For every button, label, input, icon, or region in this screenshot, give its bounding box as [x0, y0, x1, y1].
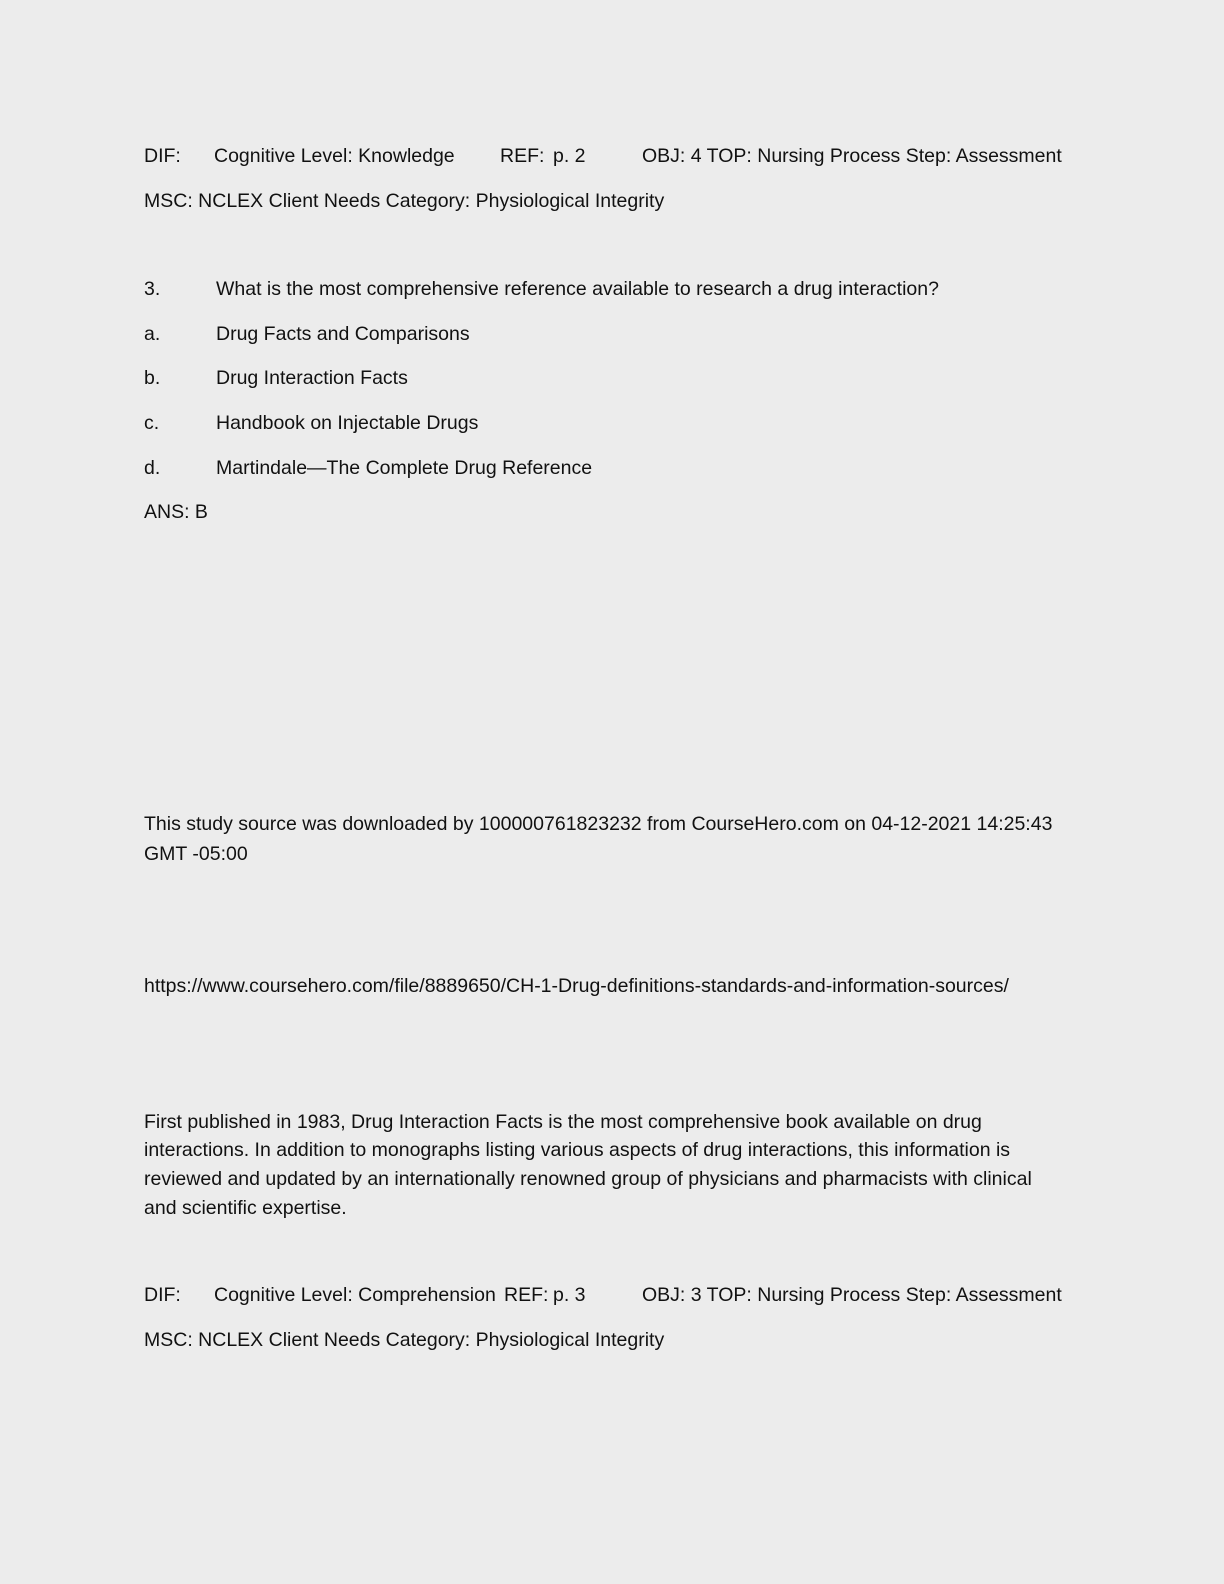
obj-top: OBJ: 4 TOP: Nursing Process Step: Assessment — [642, 145, 1062, 167]
source-url[interactable]: https://www.coursehero.com/file/8889650/CH-1-Drug-definitions-standards-and-information-sources/ — [144, 975, 1009, 997]
option-letter: d. — [144, 457, 161, 479]
rationale-line: reviewed and updated by an internationally renowned group of physicians and pharmacists with clinical — [144, 1168, 1032, 1190]
dif-label: DIF: — [144, 145, 181, 167]
cognitive-level: Cognitive Level: Comprehension — [214, 1284, 496, 1306]
download-notice-line2: GMT -05:00 — [144, 843, 248, 865]
ref-label: REF: — [504, 1284, 549, 1306]
option-text: Handbook on Injectable Drugs — [216, 412, 479, 434]
cognitive-level: Cognitive Level: Knowledge — [214, 145, 455, 167]
rationale-line: interactions. In addition to monographs listing various aspects of drug interactions, this information is — [144, 1139, 1011, 1161]
msc-category: MSC: NCLEX Client Needs Category: Physiological Integrity — [144, 1329, 665, 1351]
metadata-row — [144, 144, 1084, 168]
msc-category: MSC: NCLEX Client Needs Category: Physiological Integrity — [144, 190, 665, 212]
answer-option — [144, 411, 1084, 435]
download-notice-line1: This study source was downloaded by 100000761823232 from CourseHero.com on 04-12-2021 14:25:43 — [144, 813, 1053, 835]
rationale-line: and scientific expertise. — [144, 1197, 347, 1219]
question-text: What is the most comprehensive reference available to research a drug interaction? — [216, 278, 939, 300]
option-text: Martindale—The Complete Drug Reference — [216, 457, 593, 479]
option-text: Drug Facts and Comparisons — [216, 323, 470, 345]
dif-label: DIF: — [144, 1284, 181, 1306]
obj-top: OBJ: 3 TOP: Nursing Process Step: Assessment — [642, 1284, 1062, 1306]
ref-value: p. 2 — [553, 145, 586, 167]
question-stem — [144, 277, 1084, 301]
option-letter: a. — [144, 323, 161, 345]
answer-option — [144, 366, 1084, 390]
metadata-row — [144, 1283, 1084, 1307]
rationale-line: First published in 1983, Drug Interaction Facts is the most comprehensive book available on drug — [144, 1111, 982, 1133]
option-letter: c. — [144, 412, 160, 434]
answer-option — [144, 456, 1084, 480]
answer-option — [144, 322, 1084, 346]
answer-key: ANS: B — [144, 501, 208, 523]
question-number: 3. — [144, 278, 161, 300]
option-text: Drug Interaction Facts — [216, 367, 408, 389]
ref-value: p. 3 — [553, 1284, 586, 1306]
ref-label: REF: — [500, 145, 545, 167]
option-letter: b. — [144, 367, 161, 389]
